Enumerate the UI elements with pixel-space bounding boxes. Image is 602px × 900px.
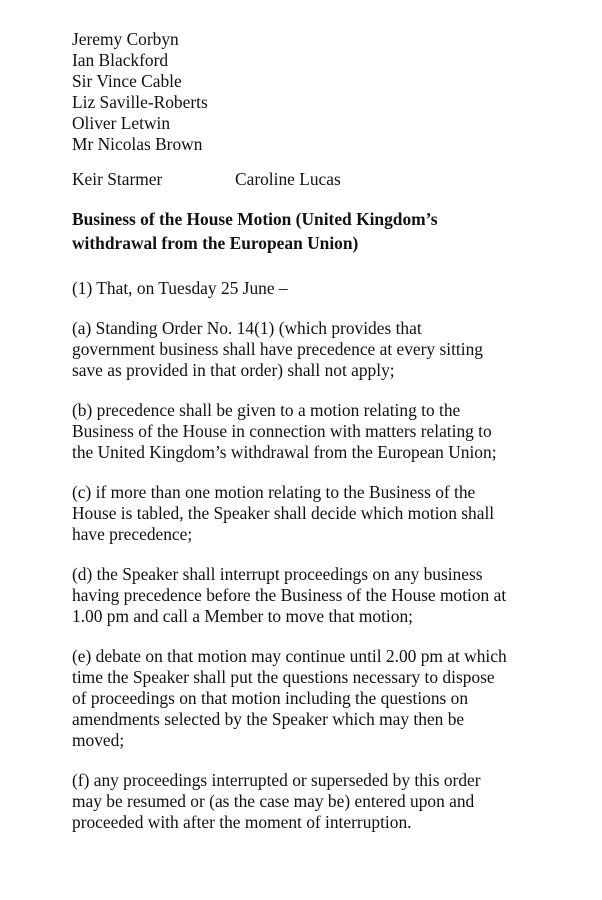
paragraph-f (72, 770, 572, 833)
paragraph-a (72, 318, 572, 381)
paragraph-line: (d) the Speaker shall interrupt proceedings on any business (72, 564, 483, 584)
document-page (72, 29, 572, 833)
motion-title-line: Business of the House Motion (United Kingdom’s (72, 209, 438, 229)
paragraph-line: (e) debate on that motion may continue until 2.00 pm at which (72, 646, 507, 666)
motion-title (72, 209, 572, 257)
paragraph-line: House is tabled, the Speaker shall decide which motion shall (72, 503, 495, 523)
signatory-name: Liz Saville-Roberts (72, 92, 208, 112)
paragraph-line: the United Kingdom’s withdrawal from the European Union; (72, 442, 497, 462)
paragraph-line: having precedence before the Business of the House motion at (72, 585, 507, 605)
paragraph-line: time the Speaker shall put the questions necessary to dispose (72, 667, 495, 687)
signatory-name: Oliver Letwin (72, 113, 171, 133)
signatory-name: Mr Nicolas Brown (72, 134, 203, 154)
paragraph-line: may be resumed or (as the case may be) entered upon and (72, 791, 475, 811)
cosignatory-name: Caroline Lucas (235, 169, 341, 189)
signatory-list (72, 29, 572, 155)
paragraph-e (72, 646, 572, 751)
paragraph-line: have precedence; (72, 524, 193, 544)
signatory-name: Jeremy Corbyn (72, 29, 179, 49)
paragraph-line: of proceedings on that motion including the questions on (72, 688, 469, 708)
cosignatory-name: Keir Starmer (72, 169, 163, 189)
paragraph-line: Business of the House in connection with matters relating to (72, 421, 492, 441)
paragraph-line: (c) if more than one motion relating to the Business of the (72, 482, 476, 502)
paragraph-line: moved; (72, 730, 125, 750)
signatory-name: Sir Vince Cable (72, 71, 182, 91)
paragraph-d (72, 564, 572, 627)
paragraph-line: (a) Standing Order No. 14(1) (which provides that (72, 318, 422, 338)
motion-intro (72, 278, 572, 299)
paragraph-line: save as provided in that order) shall not apply; (72, 360, 395, 380)
paragraph-line: amendments selected by the Speaker which may then be (72, 709, 465, 729)
paragraph-line: (f) any proceedings interrupted or superseded by this order (72, 770, 481, 790)
paragraph-c (72, 482, 572, 545)
paragraph-line: 1.00 pm and call a Member to move that motion; (72, 606, 413, 626)
paragraph-line: government business shall have precedence at every sitting (72, 339, 483, 359)
motion-title-line: withdrawal from the European Union) (72, 233, 359, 253)
motion-intro-text: (1) That, on Tuesday 25 June – (72, 278, 288, 298)
paragraph-line: (b) precedence shall be given to a motion relating to the (72, 400, 461, 420)
paragraph-b (72, 400, 572, 463)
cosignatory-row (72, 169, 572, 190)
paragraph-line: proceeded with after the moment of interruption. (72, 812, 412, 832)
signatory-name: Ian Blackford (72, 50, 169, 70)
